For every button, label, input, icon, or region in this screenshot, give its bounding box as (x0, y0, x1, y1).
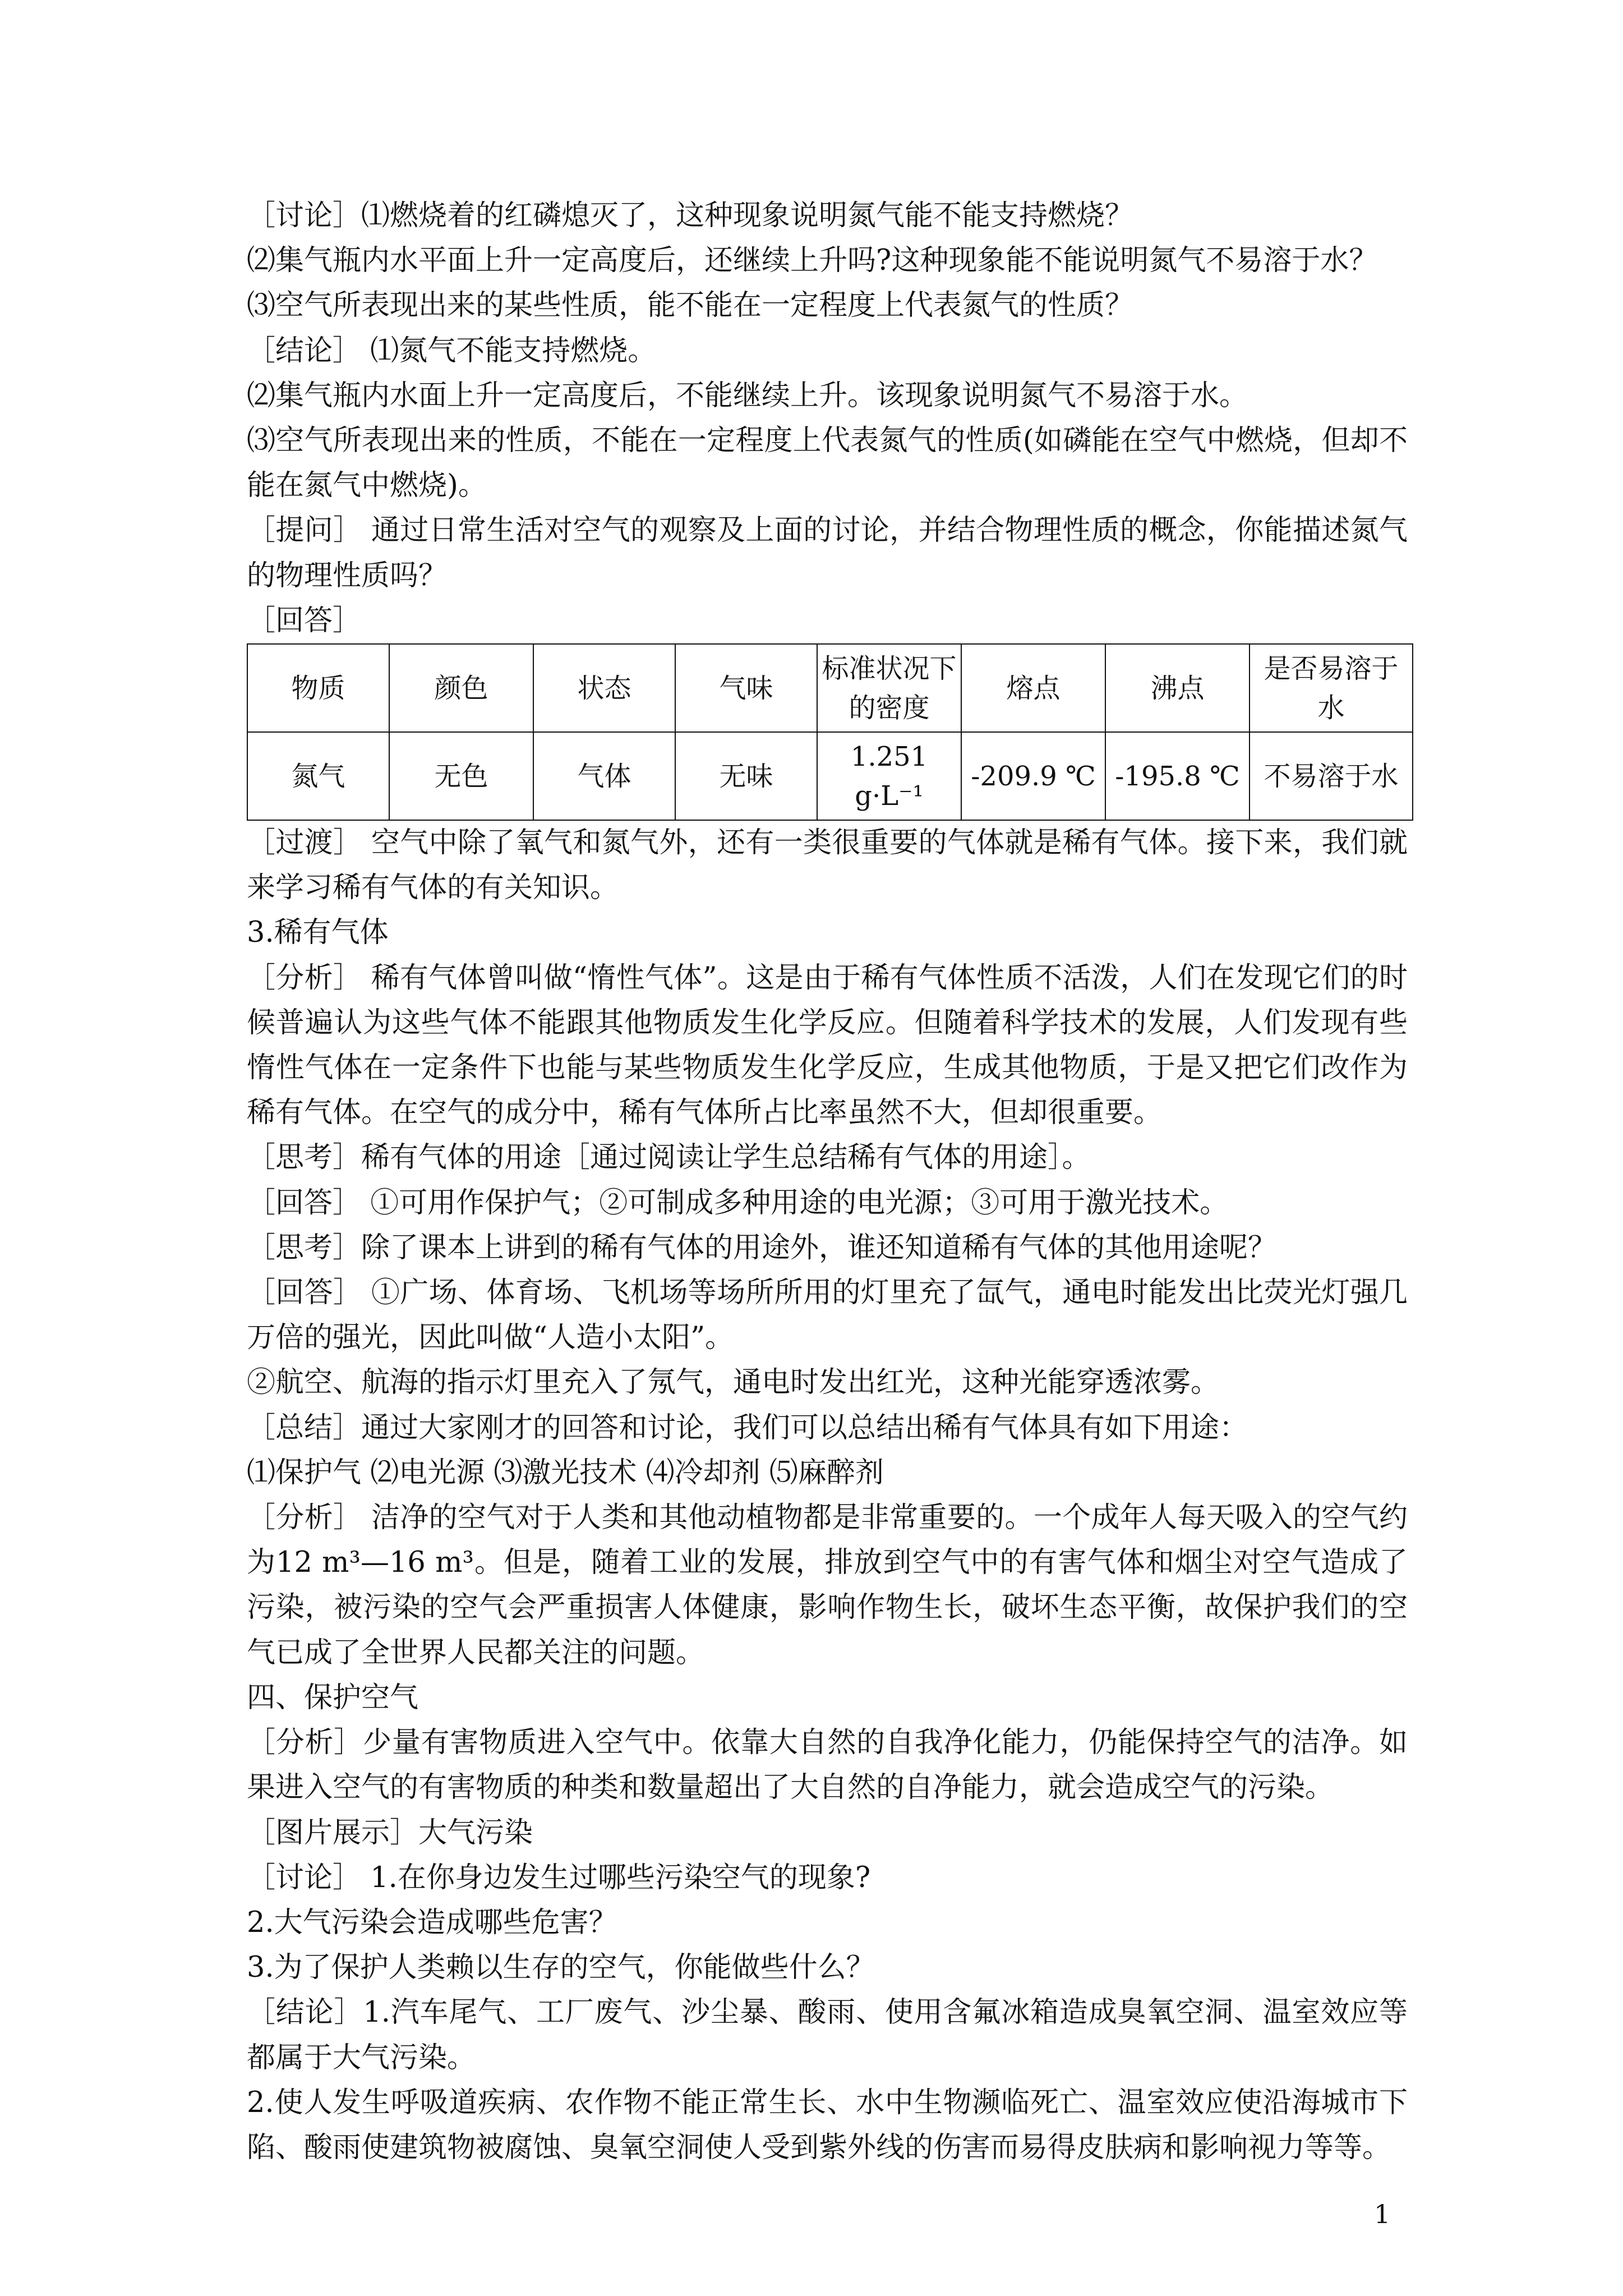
paragraph: ［分析］ 稀有气体曾叫做“惰性气体”。这是由于稀有气体性质不活泼，人们在发现它们的时候普遍认为这些气体不能跟其他物质发生化学反应。但随着科学技术的发展，人们发现有些惰性气体在一定条件下也能与某些物质发生化学反应，生成其他物质，于是又把它们改作为稀有气体。在空气的成分中，稀有气体所占比率虽然不大，但却很重要。 (247, 961, 1408, 1130)
table-cell: 氮气 (247, 732, 389, 820)
paragraph: ［总结］通过大家刚才的回答和讨论，我们可以总结出稀有气体具有如下用途： (247, 1411, 1248, 1444)
page-content (247, 194, 1408, 2170)
paragraph: ［回答］ ①广场、体育场、飞机场等场所所用的灯里充了氙气，通电时能发出比荧光灯强几万倍的强光，因此叫做“人造小太阳”。 (247, 1276, 1408, 1355)
paragraph: ［结论］ ⑴氮气不能支持燃烧。 (247, 334, 657, 367)
table-header-cell: 气味 (675, 644, 817, 732)
table-cell: 1.251 g·L⁻¹ (817, 732, 961, 820)
paragraph: ［分析］少量有害物质进入空气中。依靠大自然的自我净化能力，仍能保持空气的洁净。如果进入空气的有害物质的种类和数量超出了大自然的自净能力，就会造成空气的污染。 (247, 1726, 1408, 1805)
paragraph: ［回答］ (247, 604, 362, 637)
paragraph: ⑴保护气 ⑵电光源 ⑶激光技术 ⑷冷却剂 ⑸麻醉剂 (247, 1456, 884, 1489)
table-header-row (247, 644, 1413, 732)
table-cell: 不易溶于水 (1249, 732, 1413, 820)
paragraph: ⑵集气瓶内水平面上升一定高度后，还继续上升吗?这种现象能不能说明氮气不易溶于水？ (247, 244, 1378, 278)
table-cell: -195.8 ℃ (1105, 732, 1249, 820)
table-row (247, 732, 1413, 820)
table-cell: 气体 (533, 732, 675, 820)
table-header-cell: 熔点 (961, 644, 1105, 732)
paragraph: ⑵集气瓶内水面上升一定高度后，不能继续上升。该现象说明氮气不易溶于水。 (247, 379, 1248, 412)
paragraph: ②航空、航海的指示灯里充入了氖气，通电时发出红光，这种光能穿透浓雾。 (247, 1366, 1220, 1400)
section-heading: 3.稀有气体 (247, 916, 389, 950)
nitrogen-properties-table (247, 643, 1413, 821)
table-header-cell: 物质 (247, 644, 389, 732)
paragraph: ［回答］ ①可用作保护气；②可制成多种用途的电光源；③可用于激光技术。 (247, 1186, 1229, 1220)
paragraph: ［图片展示］大气污染 (247, 1816, 533, 1849)
paragraph: ［提问］ 通过日常生活对空气的观察及上面的讨论，并结合物理性质的概念，你能描述氮气的物理性质吗？ (247, 514, 1408, 592)
table-header-cell: 颜色 (389, 644, 533, 732)
paragraph: ［思考］稀有气体的用途［通过阅读让学生总结稀有气体的用途］。 (247, 1141, 1091, 1175)
section-heading: 四、保护空气 (247, 1681, 419, 1714)
paragraph: 2.使人发生呼吸道疾病、农作物不能正常生长、水中生物濒临死亡、温室效应使沿海城市下陷、酸雨使建筑物被腐蚀、臭氧空洞使人受到紫外线的伤害而易得皮肤病和影响视力等等。 (247, 2086, 1408, 2164)
table-cell: 无味 (675, 732, 817, 820)
paragraph: ⑶空气所表现出来的某些性质，能不能在一定程度上代表氮气的性质？ (247, 289, 1134, 323)
table-header-cell: 状态 (533, 644, 675, 732)
page-number: 1 (1374, 2199, 1391, 2229)
paragraph: ［讨论］⑴燃烧着的红磷熄灭了，这种现象说明氮气能不能支持燃烧？ (247, 199, 1134, 232)
paragraph: ［过渡］ 空气中除了氧气和氮气外，还有一类很重要的气体就是稀有气体。接下来，我们就来学习稀有气体的有关知识。 (247, 826, 1408, 905)
paragraph: ［讨论］ 1.在你身边发生过哪些污染空气的现象? (247, 1861, 871, 1894)
paragraph: ［结论］1.汽车尾气、工厂废气、沙尘暴、酸雨、使用含氟冰箱造成臭氧空洞、温室效应等都属于大气污染。 (247, 1996, 1408, 2074)
table-header-cell: 标准状况下的密度 (817, 644, 961, 732)
table-header-cell: 沸点 (1105, 644, 1249, 732)
table-cell: -209.9 ℃ (961, 732, 1105, 820)
paragraph: ［思考］除了课本上讲到的稀有气体的用途外，谁还知道稀有气体的其他用途呢？ (247, 1231, 1277, 1264)
paragraph: 2.大气污染会造成哪些危害？ (247, 1906, 617, 1939)
table-header-cell: 是否易溶于水 (1249, 644, 1413, 732)
paragraph: ⑶空气所表现出来的性质，不能在一定程度上代表氮气的性质(如磷能在空气中燃烧，但却不能在氮气中燃烧)。 (247, 424, 1408, 503)
paragraph: 3.为了保护人类赖以生存的空气，你能做些什么？ (247, 1951, 875, 1985)
table-cell: 无色 (389, 732, 533, 820)
paragraph: ［分析］ 洁净的空气对于人类和其他动植物都是非常重要的。一个成年人每天吸入的空气约为12 m³—16 m³。但是，随着工业的发展，排放到空气中的有害气体和烟尘对空气造成了污染，被污染的空气会严重损害人体健康，影响作物生长，破坏生态平衡，故保护我们的空气已成了全世界人民都关注的问题。 (247, 1501, 1408, 1669)
